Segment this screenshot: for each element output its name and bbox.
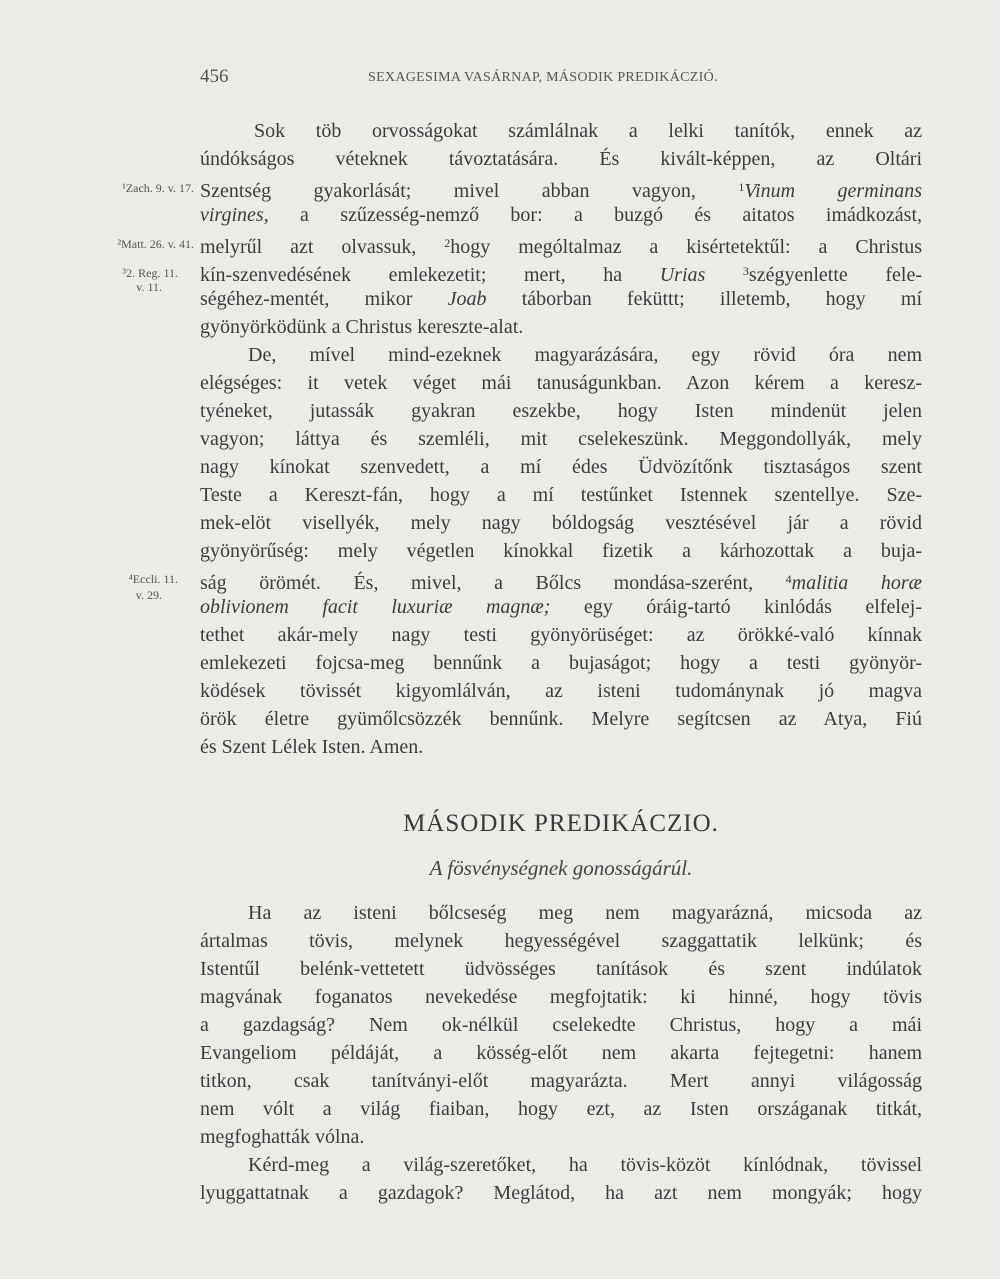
text-line: ártalmas tövis, melynek hegyességével szaggattatik lelkünk; és [200, 930, 922, 952]
text-line: nem vólt a világ fiaiban, hogy ezt, az Isten országanak titkát, [200, 1098, 922, 1120]
footnote-mark: 4 [785, 572, 792, 586]
text-line: nagy kínokat szenvedett, a mí édes Üdvözítőnk tisztaságos szent [200, 456, 922, 478]
text-line: Kérd-meg a világ-szeretőket, ha tövis-közöt kínlódnak, tövissel [248, 1154, 922, 1176]
text-span: egy óráig-tartó kinlódás elfelej- [583, 596, 922, 618]
text-line: a gazdagság? Nem ok-nélkül cselekedte Christus, hogy a mái [200, 1014, 922, 1036]
text-line: lyuggattatnak a gazdagok? Meglátod, ha azt nem mongyák; hogy [200, 1182, 922, 1204]
text-line: Evangeliom példáját, a kösség-előt nem akarta fejtegetni: hanem [200, 1042, 922, 1064]
text-span: táborban feküttt; illetemb, hogy mí [521, 288, 923, 310]
text-line: Sok töb orvosságokat számlálnak a lelki tanítók, ennek az [254, 120, 922, 142]
margin-note: v. 29. [135, 588, 162, 602]
text-span: hogy mególtalmaz a kisértetektűl: a Christus [450, 236, 922, 258]
text-line: mek-elöt visellyék, mely nagy bóldogság vesztésével jár a rövid [200, 512, 922, 534]
page-number: 456 [200, 66, 229, 87]
footnote-mark: 3 [742, 264, 749, 278]
text-line [200, 566, 922, 592]
text-line: Teste a Kereszt-fán, hogy a mí testűnket Istennek szentellye. Sze- [200, 484, 922, 506]
latin-quote: oblivionem facit luxuriæ magnæ; [200, 596, 551, 618]
margin-note: ¹Zach. 9. v. 17. [122, 181, 194, 195]
text-line: ködések tövissét kigyomlálván, az isteni tudománynak jó magva [200, 680, 922, 702]
text-span: szégyenlette fele- [748, 264, 922, 286]
text-line [200, 594, 922, 620]
text-line: megfoghatták vólna. [200, 1126, 365, 1148]
margin-note: ³2. Reg. 11. [122, 266, 178, 280]
footnote-mark: 1 [738, 180, 745, 194]
section-subtitle: A fösvénységnek gonosságárúl. [429, 856, 693, 880]
text-span: melyrűl azt olvassuk, [200, 236, 417, 258]
text-line [200, 174, 922, 200]
text-line: emlekezeti fojcsa-meg bennűnk a bujaságot; hogy a testi gyönyör- [200, 652, 922, 674]
text-line [200, 286, 922, 312]
text-span: ság örömét. És, mivel, a Bőlcs mondása-szerént, [200, 572, 754, 594]
text-line: tethet akár-mely nagy testi gyönyörüséget: az örökké-való kínnak [200, 624, 922, 646]
latin-quote: virgines, [200, 204, 269, 226]
latin-quote: malitia horæ [791, 572, 922, 594]
running-head [200, 66, 922, 90]
margin-note: ⁴Eccli. 11. [128, 572, 178, 586]
text-line [200, 230, 922, 256]
text-line: Ha az isteni bőlcseség meg nem magyarázná, micsoda az [248, 902, 922, 924]
text-line: magvának foganatos nevekedése megfojtatik: ki hinné, hogy tövis [200, 986, 922, 1008]
text-line: gyönyörködünk a Christus kereszte-alat. [200, 316, 524, 338]
text-line: vagyon; láttya és szemléli, mit cselekeszünk. Meggondollyák, mely [200, 428, 922, 450]
text-line: úndókságos véteknek távoztatására. És kivált-képpen, az Oltári [200, 148, 922, 170]
text-line: elégséges: it vetek véget mái tanuságunkban. Azon kérem a keresz- [200, 372, 922, 394]
text-line: Istentűl belénk-vettetett üdvösséges tanítások és szent indúlatok [200, 958, 922, 980]
text-line [200, 258, 922, 284]
margin-note: ²Matt. 26. v. 41. [117, 237, 194, 251]
running-title: SEXAGESIMA VASÁRNAP, MÁSODIK PREDIKÁCZIÓ. [368, 70, 718, 85]
text-line: tyéneket, jutassák gyakran eszekbe, hogy Isten mindenüt jelen [200, 400, 922, 422]
proper-name: Joab [447, 288, 487, 310]
text-span: a szűzesség-nemző bor: a buzgó és aitatos imádkozást, [300, 204, 922, 226]
text-line: titkon, csak tanítványi-előt magyarázta. Mert annyi világosság [200, 1070, 922, 1092]
text-line: és Szent Lélek Isten. Amen. [200, 736, 424, 758]
text-span: ségéhez-mentét, mikor [200, 288, 413, 310]
proper-name: Urias [659, 264, 706, 286]
footnote-mark: 2 [444, 236, 451, 250]
text-line [200, 202, 922, 228]
margin-note: v. 11. [136, 280, 162, 294]
text-line: De, mível mind-ezeknek magyarázására, egy rövid óra nem [248, 344, 922, 366]
text-line: örök életre gyümőlcsözzék bennűnk. Melyre segítcsen az Atya, Fiú [200, 708, 922, 730]
text-span: kín-szenvedésének emlekezetit; mert, ha [200, 264, 623, 286]
text-line: gyönyörűség: mely végetlen kínokkal fizetik a kárhozottak a buja- [200, 540, 922, 562]
latin-quote: Vinum germinans [744, 180, 923, 202]
text-span: Szentség gyakorlását; mivel abban vagyon, [200, 180, 696, 202]
section-title: MÁSODIK PREDIKÁCZIO. [403, 810, 719, 837]
